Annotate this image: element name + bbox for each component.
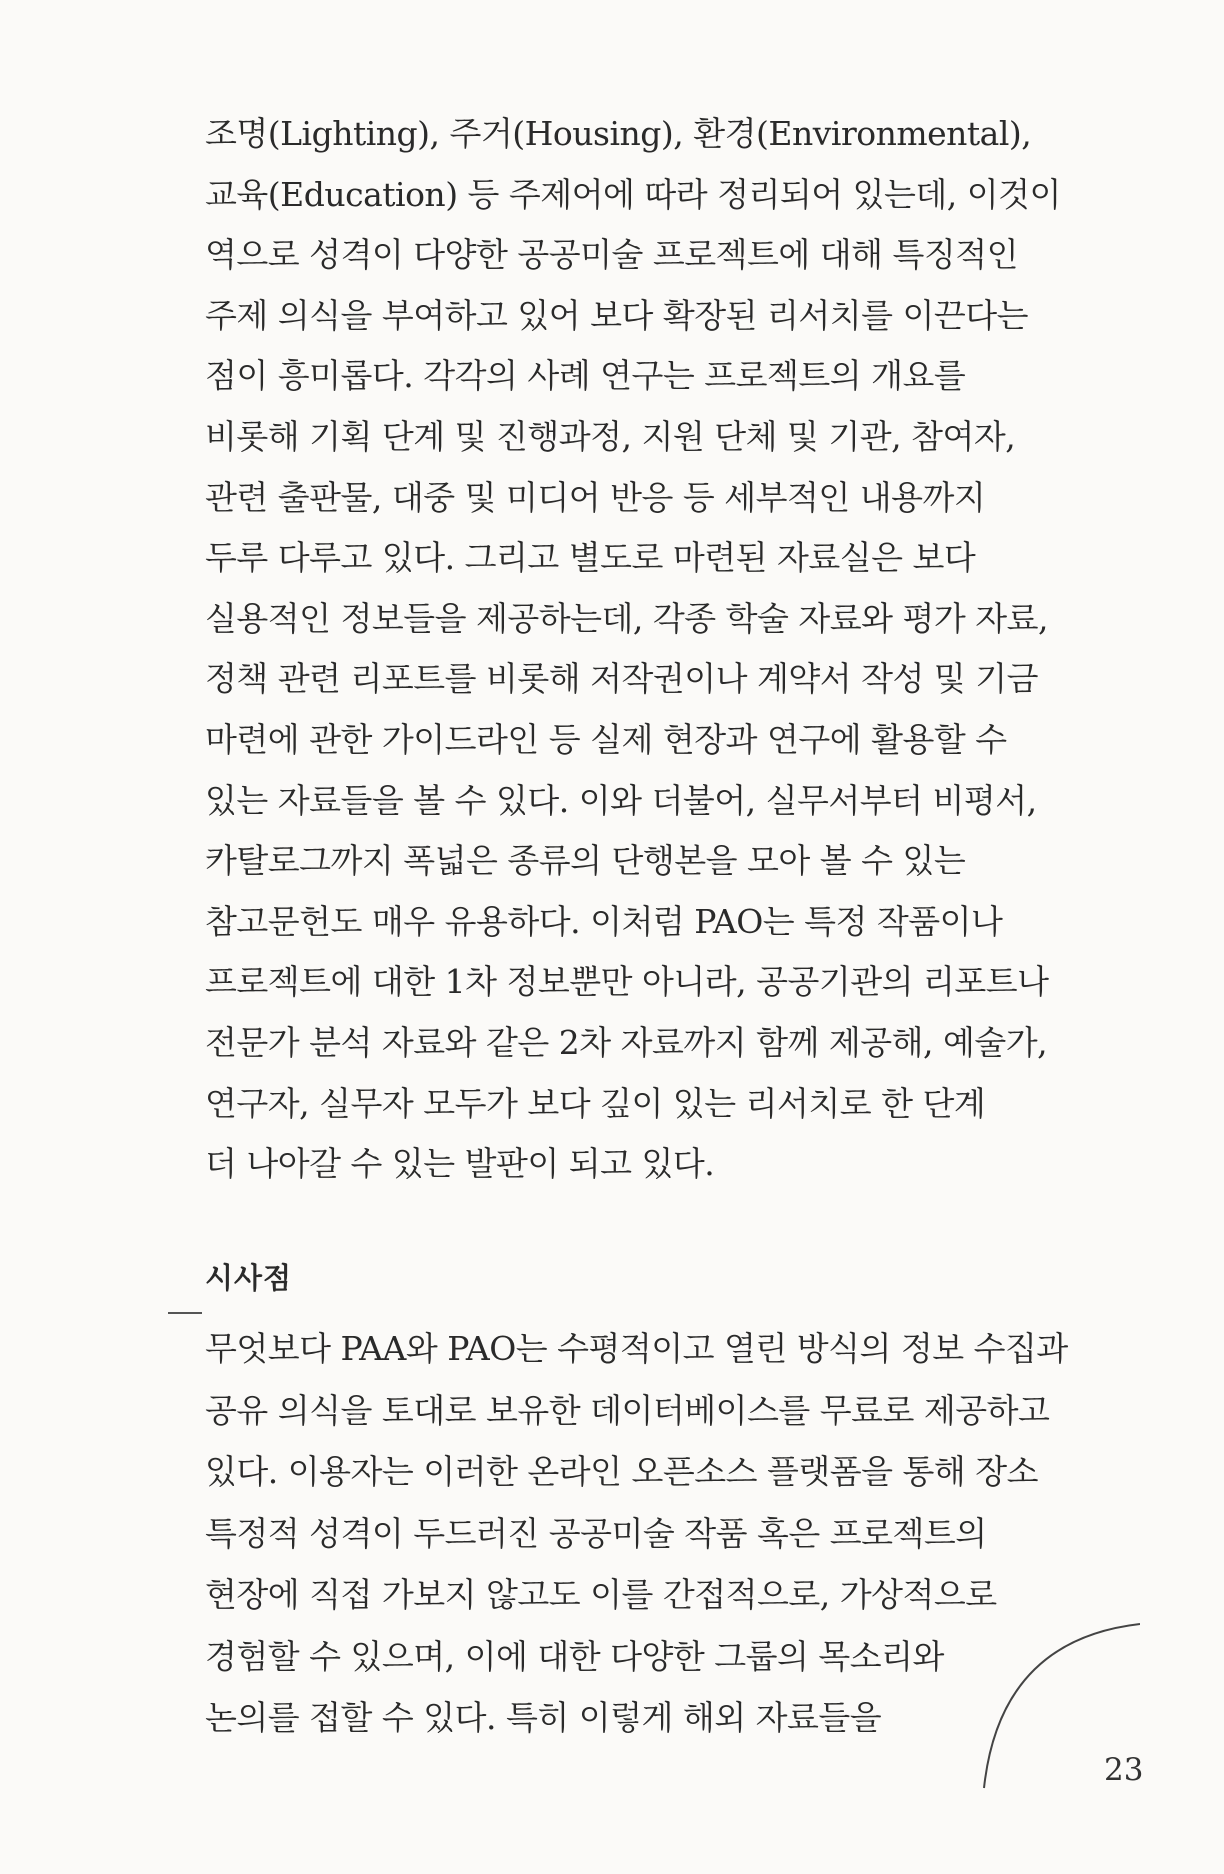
text-line: 역으로 성격이 다양한 공공미술 프로젝트에 대해 특징적인 — [205, 235, 1019, 275]
text-line: 무엇보다 PAA와 PAO는 수평적이고 열린 방식의 정보 수집과 — [205, 1329, 1068, 1368]
text-line: 실용적인 정보들을 제공하는데, 각종 학술 자료와 평가 자료, — [205, 598, 1048, 638]
text-line: 두루 다루고 있다. 그리고 별도로 마련된 자료실은 보다 — [205, 538, 976, 578]
section-heading: 시사점 — [205, 1261, 293, 1295]
text-line: 조명(Lighting), 주거(Housing), 환경(Environmental), — [205, 114, 1032, 153]
text-line: 카탈로그까지 폭넓은 종류의 단행본을 모아 볼 수 있는 — [205, 841, 966, 881]
text-line: 전문가 분석 자료와 같은 2차 자료까지 함께 제공해, 예술가, — [205, 1022, 1048, 1062]
text-line: 더 나아갈 수 있는 발판이 되고 있다. — [205, 1144, 715, 1184]
text-line: 논의를 접할 수 있다. 특히 이렇게 해외 자료들을 — [205, 1698, 882, 1737]
text-line: 프로젝트에 대한 1차 정보뿐만 아니라, 공공기관의 리포트나 — [205, 962, 1049, 1002]
text-line: 교육(Education) 등 주제어에 따라 정리되어 있는데, 이것이 — [205, 174, 1061, 214]
text-line: 정책 관련 리포트를 비롯해 저작권이나 계약서 작성 및 기금 — [205, 659, 1038, 699]
text-line: 경험할 수 있으며, 이에 대한 다양한 그룹의 목소리와 — [205, 1636, 944, 1676]
body-paragraph — [205, 104, 1105, 1195]
text-line: 현장에 직접 가보지 않고도 이를 간접적으로, 가상적으로 — [205, 1575, 997, 1614]
text-line: 비롯해 기획 단계 및 진행과정, 지원 단체 및 기관, 참여자, — [205, 416, 1016, 456]
text-line: 있는 자료들을 볼 수 있다. 이와 더불어, 실무서부터 비평서, — [205, 780, 1037, 820]
page-number: 23 — [1104, 1752, 1144, 1788]
section-rule-divider — [168, 1312, 202, 1314]
text-line: 점이 흥미롭다. 각각의 사례 연구는 프로젝트의 개요를 — [205, 356, 966, 396]
text-line: 있다. 이용자는 이러한 온라인 오픈소스 플랫폼을 통해 장소 — [205, 1452, 1038, 1491]
text-line: 연구자, 실무자 모두가 보다 깊이 있는 리서치로 한 단계 — [205, 1083, 986, 1123]
text-line: 공유 의식을 토대로 보유한 데이터베이스를 무료로 제공하고 — [205, 1390, 1050, 1430]
text-line: 특정적 성격이 두드러진 공공미술 작품 혹은 프로젝트의 — [205, 1513, 987, 1553]
text-line: 주제 의식을 부여하고 있어 보다 확장된 리서치를 이끈다는 — [205, 295, 1028, 335]
text-line: 참고문헌도 매우 유용하다. 이처럼 PAO는 특정 작품이나 — [205, 901, 1003, 941]
section-paragraph — [205, 1318, 1105, 1749]
text-line: 관련 출판물, 대중 및 미디어 반응 등 세부적인 내용까지 — [205, 477, 986, 517]
text-line: 마련에 관한 가이드라인 등 실제 현장과 연구에 활용할 수 — [205, 719, 1007, 759]
